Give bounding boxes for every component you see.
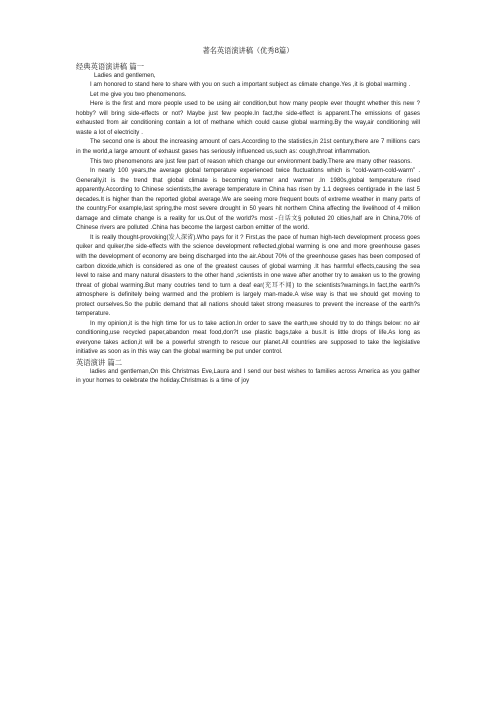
section-heading: 英语演讲 篇二 [76,358,123,367]
paragraph: The second one is about the increasing amount of cars.According to the statistics,in 21st century,there are 7 millions cars in the world,a large amount of exhaust gases has seriously influenced us,such as: cough,throat inflammation. [76,139,420,155]
paragraph: In my opinion,it is the high time for us to take action.In order to save the earth,we should try to do things below: no air conditioning,use recycled paper,abandon meat food,don?t use plastic bags,take a bus.It is little drops of life.As long as everyone takes action,it will be a powerful strength to rescue our planet.All countries are supposed to take the legislative initiative as soon as in this way can the global warming be put under control. [76,320,420,356]
paragraph: In nearly 100 years,the average global temperature experienced twice fluctuations which is “cold-warm-cold-warm” . Generally,it is the trend that global climate is becoming warmer and warmer .In 1980s,global temperature rised apparently.According to Chinese scientists,the average temperature in China has risen by 1.1 degrees centigrade in the last 5 decades.It is higher than the reported global average.We are seeing more frequent bouts of extreme weather in many parts of the country.For example,last spring,the most severe drought in 50 years hit northern China affecting the livelihood of 4 million damage and climate change is a reality for us.Out of the world?s most -白话文§ polluted 20 cities,half are in China,70% of Chinese rivers are polluted .China has become the largest carbon emitter of the world. [76,168,420,232]
paragraph: ladies and gentleman,On this Christmas Eve,Laura and I send our best wishes to families across America as you gather in your homes to celebrate the holiday.Christmas is a time of joy [76,368,420,385]
paragraph: Let me give you two phenomenons. [90,91,187,98]
speech-section-1 [76,62,420,358]
document-title: 著名英语演讲稿（优秀8篇） [202,46,294,55]
paragraph: It is really thought-provoking(发人深省).Who pays for it ? First,as the pace of human high-tech development process goes quiker and quiker,the side-effects with the science development reflected,global warming is one and more greenhouse gases with the development of economy are being discharged into the air.About 70% of the greenhouse gases has been composed of carbon dioxide,which is considered as one of the greatest causes of global warming .It has harmful effects,causing the sea level to raise and many natural disasters to the other hand ,scientists in one wave after another try to awaken us to the growing threat of global warming.But many coutries tend to turn a deaf ear(充耳不闻) to the scientists?warnings.In fact,the earth?s atmosphere is definitely being warmed and the problem is largely man-made.A wise way is that we should get moving to protect ourselves.So the public demand that all nations should taket strong measures to prevent the increase of the earth?s temperature. [76,234,420,318]
paragraph: Ladies and gentlemen, [94,72,156,79]
paragraph: This two phenomenons are just few part of reason which change our environment badly.There are many other reasons. [90,158,412,165]
section-heading: 经典英语演讲稿 篇一 [76,62,144,71]
paragraph: Here is the first and more people used to be using air condition,but how many people ever thought whether this new ?hobby? will bring side-effects or not? Maybe just few people.In fact,the side-effect is apparent.The emissions of gases exhausted from air conditioning contain a lot of methane which could cause global warming.By the way,air conditioning will waste a lot of electricity . [76,101,420,136]
paragraph: I am honored to stand here to share with you on such a important subject as climate change.Yes ,it is global warming . [90,82,411,89]
speech-section-2 [76,358,420,387]
